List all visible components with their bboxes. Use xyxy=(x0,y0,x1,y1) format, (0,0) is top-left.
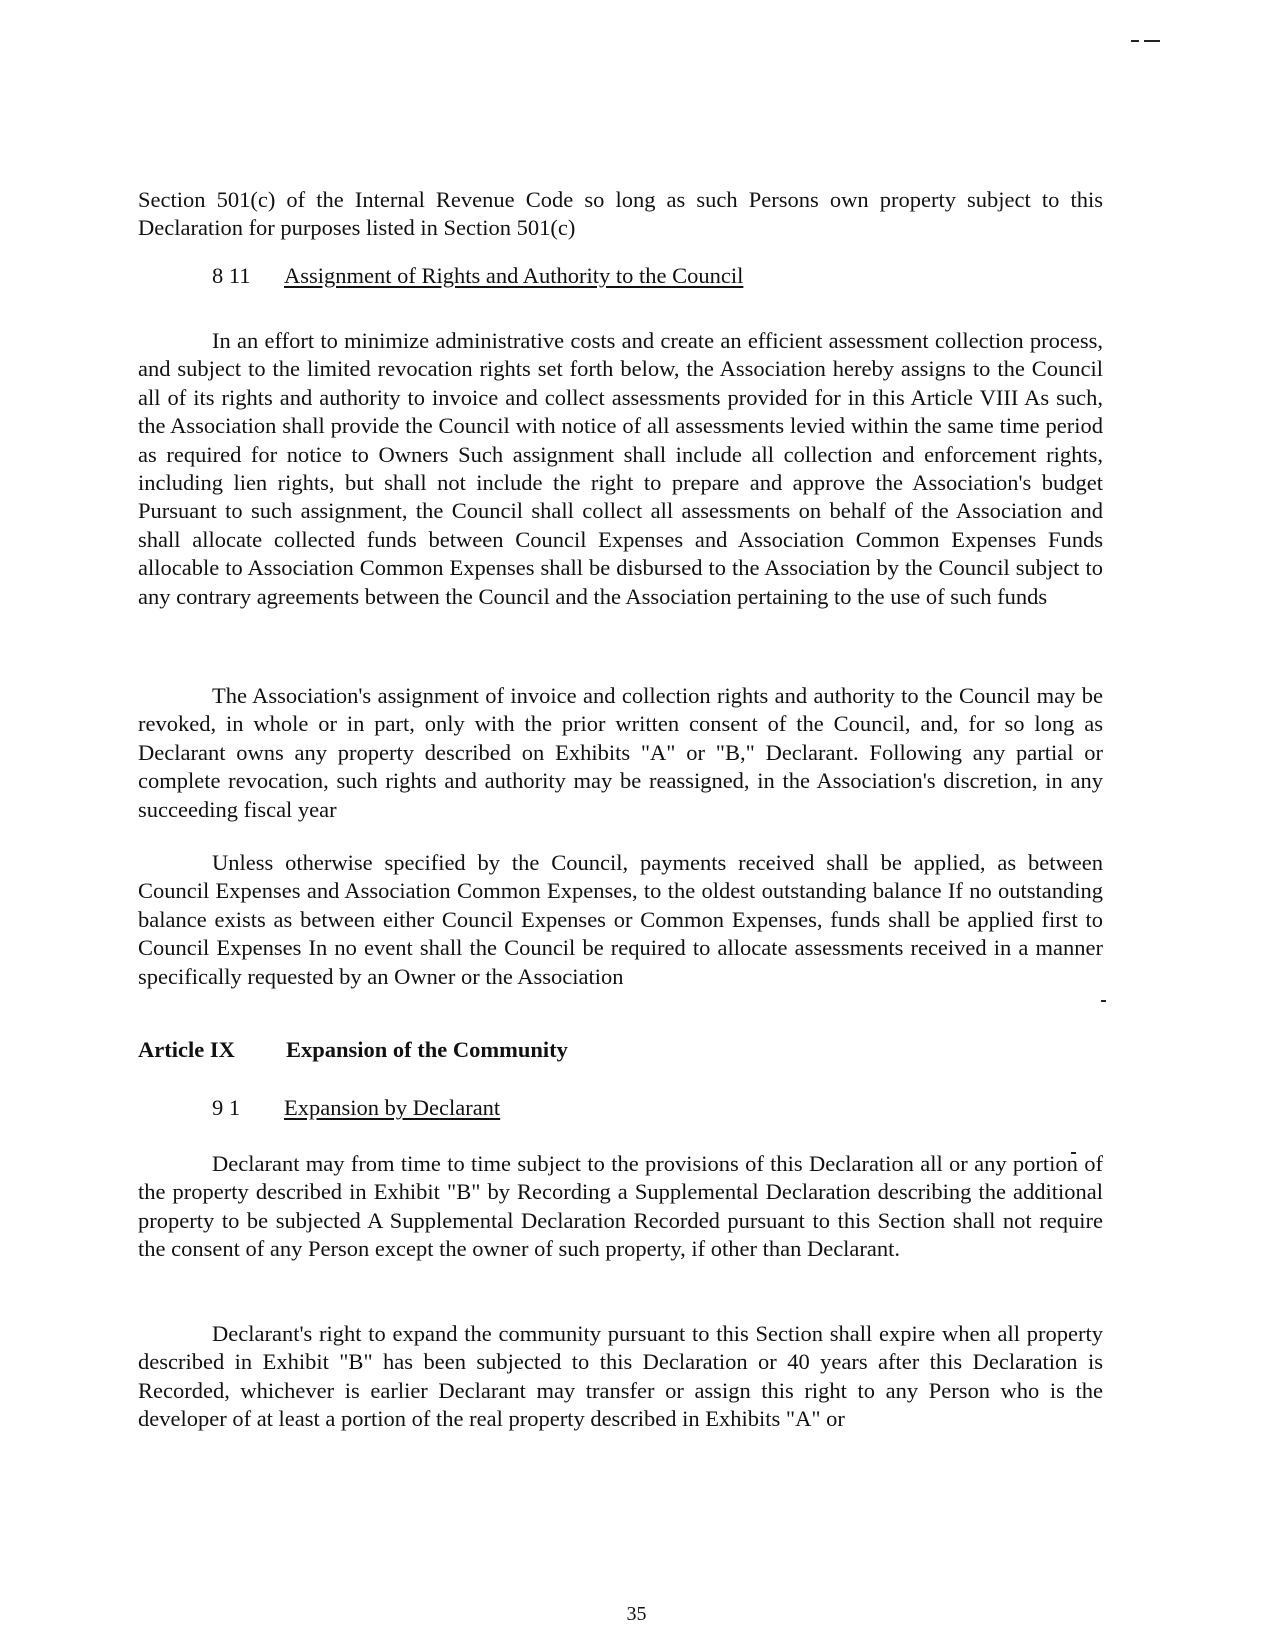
page-number: 35 xyxy=(626,1603,647,1625)
section-number: 8 11 xyxy=(212,263,251,288)
paragraph-expansion-expiry: Declarant's right to expand the community pursuant to this Section shall expire when all property described in Exhibit "B" has been subjected to this Declaration or 40 years after this Declaration is Recorded, whichever is earlier Declarant may transfer or assign this right to any Person who is the developer of at least a portion of the real property described in Exhibits "A" or xyxy=(138,1321,1103,1432)
section-title: Expansion by Declarant xyxy=(284,1095,501,1120)
paragraph-continuation: Section 501(c) of the Internal Revenue Code so long as such Persons own property subject to this Declaration for purposes listed in Section 501(c) xyxy=(138,187,1103,241)
paragraph-payments: Unless otherwise specified by the Council, payments received shall be applied, as between Council Expenses and Association Common Expenses, to the oldest outstanding balance If no outstanding balance exists as between either Council Expenses or Common Expenses, funds shall be applied first to Council Expenses In no event shall the Council be required to allocate assessments received in a manner specifically requested by an Owner or the Association xyxy=(138,850,1103,989)
paragraph-assignment: In an effort to minimize administrative costs and create an efficient assessment collection process, and subject to the limited revocation rights set forth below, the Association hereby assigns to the Council all of its rights and authority to invoice and collect assessments provided for in this Article VIII As such, the Association shall provide the Council with notice of all assessments levied within the same time period as required for notice to Owners Such assignment shall include all collection and enforcement rights, including lien rights, but shall not include the right to prepare and approve the Association's budget Pursuant to such assignment, the Council shall collect all assessments on behalf of the Association and shall allocate collected funds between Council Expenses and Association Common Expenses Funds allocable to Association Common Expenses shall be disbursed to the Association by the Council subject to any contrary agreements between the Council and the Association pertaining to the use of such funds xyxy=(138,328,1103,609)
section-title: Assignment of Rights and Authority to the Council xyxy=(284,263,744,288)
section-number: 9 1 xyxy=(212,1095,241,1120)
article-label: Article IX xyxy=(138,1037,235,1062)
scan-mark-margin xyxy=(1101,1000,1106,1002)
paragraph-expansion: Declarant may from time to time subject to the provisions of this Declaration all or any portion of the property described in Exhibit "B" by Recording a Supplemental Declaration describing the additional property to be subjected A Supplemental Declaration Recorded pursuant to this Section shall not require the consent of any Person except the owner of such property, if other than Declarant. xyxy=(138,1151,1103,1262)
article-ix-heading xyxy=(138,1036,568,1064)
scan-mark-top-right xyxy=(1131,40,1139,42)
section-9-1-heading xyxy=(212,1094,500,1122)
article-title: Expansion of the Community xyxy=(286,1037,568,1062)
section-8-11-heading xyxy=(212,262,743,290)
scan-mark-top-right xyxy=(1144,40,1160,42)
paragraph-revocation: The Association's assignment of invoice and collection rights and authority to the Council may be revoked, in whole or in part, only with the prior written consent of the Council, and, for so long as Declarant owns any property described on Exhibits "A" or "B," Declarant. Following any partial or complete revocation, such rights and authority may be reassigned, in the Association's discretion, in any succeeding fiscal year xyxy=(138,683,1103,822)
